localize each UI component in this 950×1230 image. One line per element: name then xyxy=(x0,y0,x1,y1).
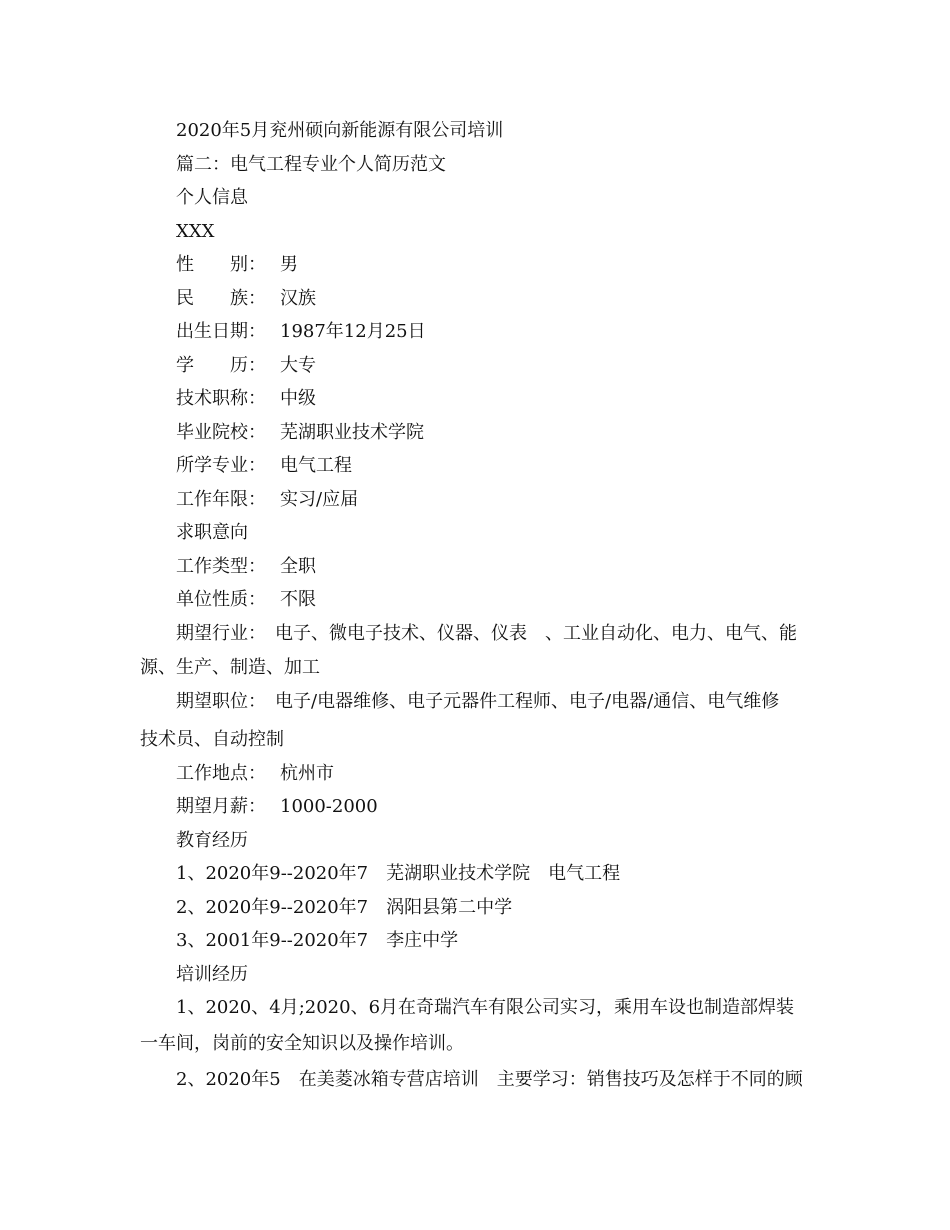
section-heading-education: 教育经历 xyxy=(176,830,248,851)
field-label: 单位性质： xyxy=(176,589,266,610)
field-industry-line-1: 期望行业： 电子、微电子技术、仪器、仪表 、工业自动化、电力、电气、能 xyxy=(176,623,797,644)
field-label: 学 历： xyxy=(176,355,266,376)
field-value: 1000-2000 xyxy=(280,796,378,817)
field-position-line-1: 期望职位： 电子/电器维修、电子元器件工程师、电子/电器/通信、电气维修 xyxy=(176,691,780,712)
field-value: 电气工程 xyxy=(280,455,352,476)
section-heading-intent: 求职意向 xyxy=(176,522,248,543)
field-value: 男 xyxy=(280,254,298,275)
header-line: 2020年5月兖州硕向新能源有限公司培训 xyxy=(176,120,504,141)
article-title: 篇二：电气工程专业个人简历范文 xyxy=(176,154,446,175)
field-label: 性 别： xyxy=(176,254,266,275)
field-value: 大专 xyxy=(280,355,316,376)
field-value: 汉族 xyxy=(280,288,316,309)
training-item-1-line-1: 1、2020、4月;2020、6月在奇瑞汽车有限公司实习，乘用车设也制造部焊装 xyxy=(176,997,795,1018)
field-label: 工作类型： xyxy=(176,556,266,577)
field-gender xyxy=(176,253,856,277)
field-major xyxy=(176,454,856,478)
field-label: 工作年限： xyxy=(176,489,266,510)
field-job-type xyxy=(176,555,856,579)
field-value: 1987年12月25日 xyxy=(280,321,426,342)
field-label: 工作地点： xyxy=(176,763,266,784)
applicant-name: XXX xyxy=(176,221,215,242)
field-label: 技术职称： xyxy=(176,388,266,409)
field-label: 所学专业： xyxy=(176,455,266,476)
field-position-line-2: 技术员、自动控制 xyxy=(140,729,284,750)
field-unit-type xyxy=(176,588,856,612)
field-value: 不限 xyxy=(280,589,316,610)
training-item-1-line-2: 一车间，岗前的安全知识以及操作培训。 xyxy=(140,1033,464,1054)
field-school xyxy=(176,421,856,445)
field-value: 杭州市 xyxy=(280,763,334,784)
field-value: 中级 xyxy=(280,388,316,409)
training-item-2-line-1: 2、2020年5 在美菱冰箱专营店培训 主要学习：销售技巧及怎样于不同的顾 xyxy=(176,1069,803,1090)
section-heading-training: 培训经历 xyxy=(176,964,248,985)
field-label: 毕业院校： xyxy=(176,422,266,443)
field-industry-line-2: 源、生产、制造、加工 xyxy=(140,657,320,678)
field-label: 期望月薪： xyxy=(176,796,266,817)
field-label: 出生日期： xyxy=(176,321,266,342)
field-value: 芜湖职业技术学院 xyxy=(280,422,424,443)
education-item: 2、2020年9--2020年7 涡阳县第二中学 xyxy=(176,897,513,918)
field-location xyxy=(176,762,856,786)
field-value: 实习/应届 xyxy=(280,489,359,510)
field-value: 全职 xyxy=(280,556,316,577)
education-item: 1、2020年9--2020年7 芜湖职业技术学院 电气工程 xyxy=(176,863,621,884)
field-ethnicity xyxy=(176,287,856,311)
education-item: 3、2001年9--2020年7 李庄中学 xyxy=(176,930,459,951)
section-heading-personal: 个人信息 xyxy=(176,187,248,208)
field-technical-title xyxy=(176,387,856,411)
field-salary xyxy=(176,795,856,819)
field-work-years xyxy=(176,488,856,512)
field-birth-date xyxy=(176,320,856,344)
field-education-level xyxy=(176,354,856,378)
field-label: 民 族： xyxy=(176,288,266,309)
